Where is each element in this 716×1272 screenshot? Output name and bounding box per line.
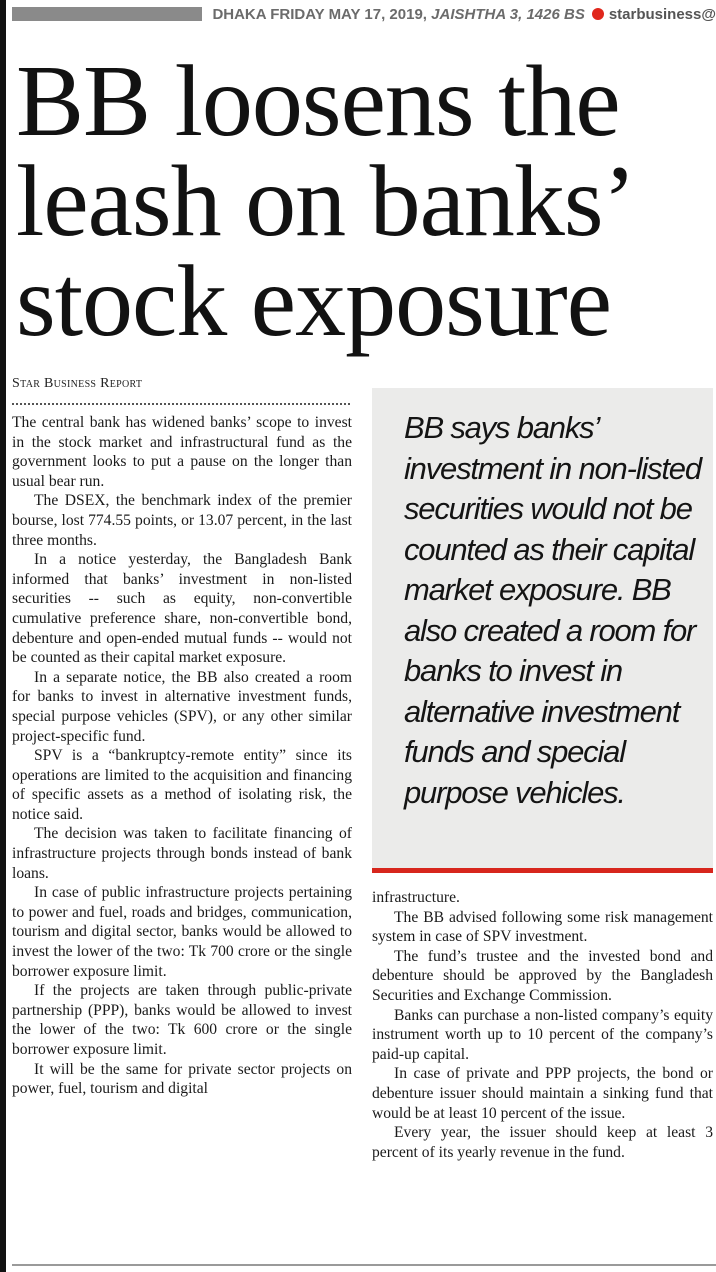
- headline-line-2: leash on banks’: [16, 145, 636, 258]
- dateline-bengali: JAISHTHA 3, 1426 BS: [431, 5, 585, 23]
- body-paragraph: SPV is a “bankruptcy-remote entity” since its operations are limited to the acquisition and financing of specific assets as a method of isolating risk, the notice said.: [12, 747, 352, 823]
- byline-divider: [12, 403, 350, 405]
- body-column-left: [12, 413, 352, 1099]
- body-paragraph: In case of public infrastructure projects pertaining to power and fuel, roads and bridges, communication, tourism and digital sector, banks would be allowed to invest the lower of the two: Tk 700 crore or the single borrower exposure limit.: [12, 884, 352, 980]
- left-edge-rule: [0, 0, 6, 1272]
- body-paragraph: The central bank has widened banks’ scope to invest in the stock market and infrastructural fund as the government looks to put a pause on the longer than usual bear run.: [12, 414, 352, 490]
- body-paragraph: infrastructure.: [372, 889, 460, 906]
- body-column-right: [372, 888, 713, 1162]
- masthead-site: starbusiness@: [608, 5, 716, 23]
- pullquote-box: [372, 388, 713, 873]
- body-paragraph: In a notice yesterday, the Bangladesh Bank informed that banks’ investment in non-listed securities -- such as equity, non-convertible cumulative preference share, non-convertible bond, debenture and open-ended mutual funds -- would not be counted as their capital market exposure.: [12, 551, 352, 667]
- headline: [16, 45, 716, 358]
- byline: Star Business Report: [12, 376, 143, 391]
- body-paragraph: The DSEX, the benchmark index of the premier bourse, lost 774.55 points, or 13.07 percent, in the last three months.: [12, 492, 352, 549]
- body-paragraph: The BB advised following some risk management system in case of SPV investment.: [372, 908, 713, 946]
- masthead-dateline: [212, 6, 584, 23]
- body-paragraph: If the projects are taken through public-private partnership (PPP), banks would be allowed to invest the lower of the two: Tk 600 crore or the single borrower exposure limit.: [12, 982, 352, 1058]
- masthead-bar: [12, 7, 202, 21]
- body-paragraph: It will be the same for private sector projects on power, fuel, tourism and digital: [12, 1060, 352, 1098]
- masthead: [12, 0, 716, 28]
- headline-line-3: stock exposure: [16, 245, 612, 358]
- red-dot-icon: [592, 8, 604, 20]
- body-paragraph: In a separate notice, the BB also created a room for banks to invest in alternative investment funds, special purpose vehicles (SPV), or any other similar project-specific fund.: [12, 668, 352, 745]
- body-paragraph: Banks can purchase a non-listed company’s equity instrument worth up to 10 percent of the company’s paid-up capital.: [372, 1006, 713, 1063]
- body-paragraph: In case of private and PPP projects, the bond or debenture issuer should maintain a sinking fund that would be at least 10 percent of the issue.: [372, 1065, 713, 1122]
- dateline-english: DHAKA FRIDAY MAY 17, 2019,: [212, 5, 427, 23]
- body-paragraph: The fund’s trustee and the invested bond and debenture should be approved by the Bangladesh Securities and Exchange Commission.: [372, 947, 713, 1004]
- headline-line-1: BB loosens the: [16, 45, 620, 158]
- body-paragraph: Every year, the issuer should keep at least 3 percent of its yearly revenue in the fund.: [372, 1124, 713, 1161]
- bottom-rule: [12, 1264, 716, 1266]
- body-paragraph: The decision was taken to facilitate financing of infrastructure projects through bonds instead of bank loans.: [12, 825, 352, 882]
- pullquote-text: BB says banks’ investment in non-listed securities would not be counted as their capital market exposure. BB also created a room for banks to invest in alternative investment funds and special purpose vehicles.: [404, 410, 701, 810]
